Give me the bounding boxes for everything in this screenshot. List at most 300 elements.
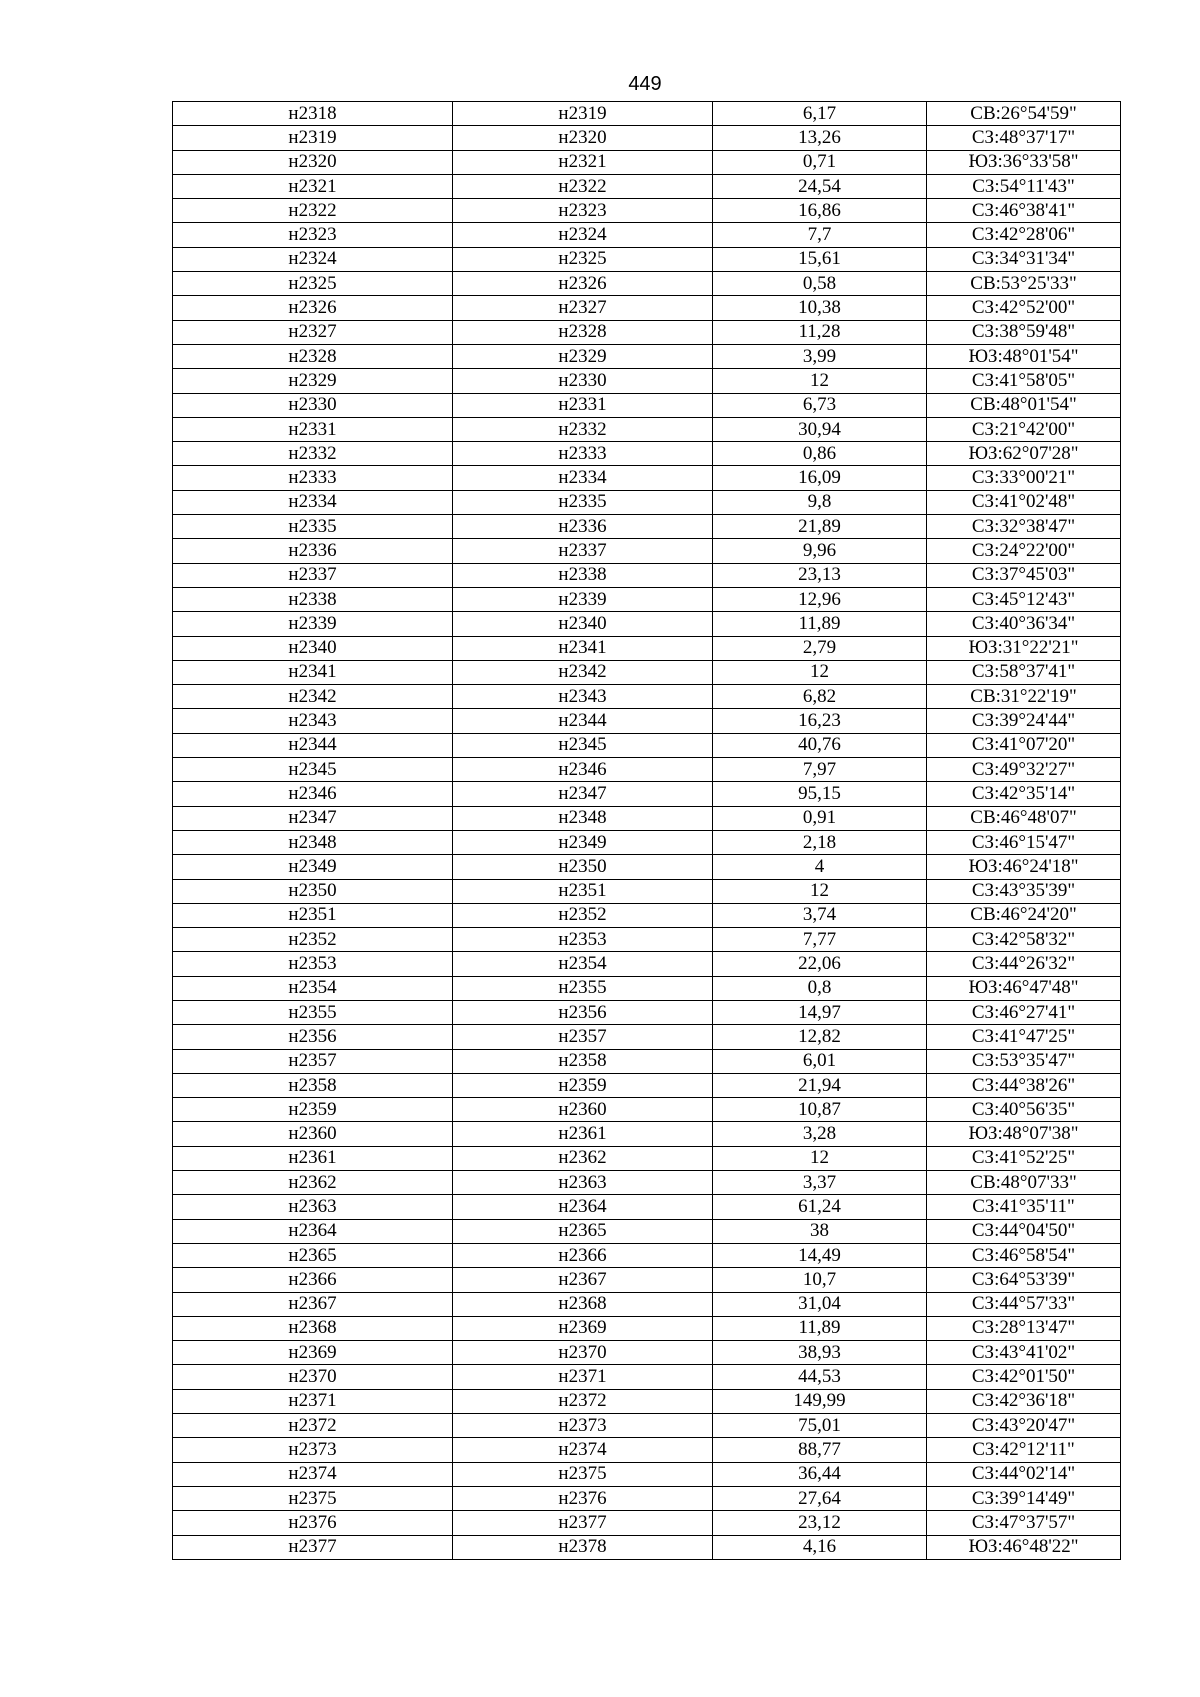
table-row (173, 830, 1121, 854)
table-row (173, 515, 1121, 539)
distance-cell: 0,91 (713, 806, 927, 830)
from-point-cell: н2361 (173, 1146, 453, 1170)
bearing-cell: СВ:26°54'59" (927, 102, 1121, 126)
from-point-cell: н2324 (173, 247, 453, 271)
from-point-cell: н2370 (173, 1365, 453, 1389)
to-point-cell: н2370 (453, 1341, 713, 1365)
from-point-cell: н2327 (173, 320, 453, 344)
table-row (173, 1414, 1121, 1438)
from-point-cell: н2328 (173, 344, 453, 368)
to-point-cell: н2368 (453, 1292, 713, 1316)
to-point-cell: н2325 (453, 247, 713, 271)
to-point-cell: н2329 (453, 344, 713, 368)
to-point-cell: н2361 (453, 1122, 713, 1146)
to-point-cell: н2362 (453, 1146, 713, 1170)
distance-cell: 16,09 (713, 466, 927, 490)
distance-cell: 24,54 (713, 174, 927, 198)
bearing-cell: СЗ:58°37'41" (927, 660, 1121, 684)
distance-cell: 14,49 (713, 1243, 927, 1267)
bearing-cell: СЗ:32°38'47" (927, 515, 1121, 539)
bearing-cell: СЗ:46°15'47" (927, 830, 1121, 854)
table-row (173, 102, 1121, 126)
distance-cell: 149,99 (713, 1389, 927, 1413)
from-point-cell: н2322 (173, 199, 453, 223)
from-point-cell: н2365 (173, 1243, 453, 1267)
from-point-cell: н2318 (173, 102, 453, 126)
bearing-cell: СЗ:64°53'39" (927, 1268, 1121, 1292)
table-row (173, 1219, 1121, 1243)
from-point-cell: н2359 (173, 1098, 453, 1122)
distance-cell: 3,74 (713, 903, 927, 927)
from-point-cell: н2342 (173, 685, 453, 709)
to-point-cell: н2364 (453, 1195, 713, 1219)
table-row (173, 879, 1121, 903)
to-point-cell: н2355 (453, 976, 713, 1000)
from-point-cell: н2325 (173, 272, 453, 296)
bearing-cell: СВ:53°25'33" (927, 272, 1121, 296)
table-row (173, 758, 1121, 782)
table-row (173, 442, 1121, 466)
bearing-cell: СЗ:44°38'26" (927, 1073, 1121, 1097)
to-point-cell: н2363 (453, 1171, 713, 1195)
table-row (173, 539, 1121, 563)
distance-cell: 21,94 (713, 1073, 927, 1097)
from-point-cell: н2335 (173, 515, 453, 539)
distance-cell: 23,13 (713, 563, 927, 587)
bearing-cell: ЮЗ:48°01'54" (927, 344, 1121, 368)
from-point-cell: н2367 (173, 1292, 453, 1316)
to-point-cell: н2344 (453, 709, 713, 733)
table-row (173, 1486, 1121, 1510)
bearing-cell: СЗ:40°36'34" (927, 612, 1121, 636)
table-row (173, 806, 1121, 830)
distance-cell: 7,97 (713, 758, 927, 782)
to-point-cell: н2332 (453, 417, 713, 441)
distance-cell: 31,04 (713, 1292, 927, 1316)
table-row (173, 272, 1121, 296)
bearing-cell: СЗ:43°20'47" (927, 1414, 1121, 1438)
to-point-cell: н2365 (453, 1219, 713, 1243)
from-point-cell: н2354 (173, 976, 453, 1000)
to-point-cell: н2346 (453, 758, 713, 782)
bearing-cell: СЗ:40°56'35" (927, 1098, 1121, 1122)
table-row (173, 855, 1121, 879)
to-point-cell: н2354 (453, 952, 713, 976)
to-point-cell: н2375 (453, 1462, 713, 1486)
distance-cell: 6,82 (713, 685, 927, 709)
distance-cell: 2,79 (713, 636, 927, 660)
to-point-cell: н2357 (453, 1025, 713, 1049)
from-point-cell: н2366 (173, 1268, 453, 1292)
distance-cell: 40,76 (713, 733, 927, 757)
from-point-cell: н2360 (173, 1122, 453, 1146)
distance-cell: 4,16 (713, 1535, 927, 1559)
to-point-cell: н2352 (453, 903, 713, 927)
table-row (173, 1049, 1121, 1073)
table-row (173, 976, 1121, 1000)
to-point-cell: н2343 (453, 685, 713, 709)
distance-cell: 7,77 (713, 928, 927, 952)
distance-cell: 12 (713, 1146, 927, 1170)
distance-cell: 23,12 (713, 1511, 927, 1535)
from-point-cell: н2352 (173, 928, 453, 952)
table-row (173, 563, 1121, 587)
to-point-cell: н2373 (453, 1414, 713, 1438)
distance-cell: 14,97 (713, 1000, 927, 1024)
from-point-cell: н2376 (173, 1511, 453, 1535)
to-point-cell: н2342 (453, 660, 713, 684)
distance-cell: 11,28 (713, 320, 927, 344)
distance-cell: 36,44 (713, 1462, 927, 1486)
bearing-cell: СЗ:39°24'44" (927, 709, 1121, 733)
to-point-cell: н2353 (453, 928, 713, 952)
table-row (173, 1195, 1121, 1219)
bearing-cell: СЗ:24°22'00" (927, 539, 1121, 563)
distance-cell: 75,01 (713, 1414, 927, 1438)
to-point-cell: н2350 (453, 855, 713, 879)
table-row (173, 1243, 1121, 1267)
distance-cell: 9,96 (713, 539, 927, 563)
to-point-cell: н2348 (453, 806, 713, 830)
from-point-cell: н2356 (173, 1025, 453, 1049)
from-point-cell: н2332 (173, 442, 453, 466)
from-point-cell: н2348 (173, 830, 453, 854)
bearing-cell: СЗ:21°42'00" (927, 417, 1121, 441)
table-row (173, 223, 1121, 247)
bearing-cell: СВ:46°24'20" (927, 903, 1121, 927)
table-row (173, 928, 1121, 952)
table-row (173, 1341, 1121, 1365)
distance-cell: 88,77 (713, 1438, 927, 1462)
to-point-cell: н2334 (453, 466, 713, 490)
bearing-cell: СЗ:42°35'14" (927, 782, 1121, 806)
distance-cell: 44,53 (713, 1365, 927, 1389)
table-row (173, 612, 1121, 636)
to-point-cell: н2333 (453, 442, 713, 466)
from-point-cell: н2355 (173, 1000, 453, 1024)
to-point-cell: н2369 (453, 1316, 713, 1340)
table-row (173, 1000, 1121, 1024)
bearing-cell: СЗ:53°35'47" (927, 1049, 1121, 1073)
distance-cell: 95,15 (713, 782, 927, 806)
table-row (173, 782, 1121, 806)
from-point-cell: н2369 (173, 1341, 453, 1365)
distance-cell: 16,23 (713, 709, 927, 733)
bearing-cell: СЗ:46°27'41" (927, 1000, 1121, 1024)
page-number: 449 (628, 73, 662, 95)
bearing-cell: СЗ:42°12'11" (927, 1438, 1121, 1462)
from-point-cell: н2362 (173, 1171, 453, 1195)
distance-cell: 21,89 (713, 515, 927, 539)
distance-cell: 12 (713, 369, 927, 393)
from-point-cell: н2326 (173, 296, 453, 320)
bearing-cell: СЗ:44°02'14" (927, 1462, 1121, 1486)
bearing-cell: СЗ:41°52'25" (927, 1146, 1121, 1170)
to-point-cell: н2335 (453, 490, 713, 514)
from-point-cell: н2353 (173, 952, 453, 976)
table-row (173, 587, 1121, 611)
bearing-cell: СЗ:46°38'41" (927, 199, 1121, 223)
to-point-cell: н2320 (453, 126, 713, 150)
to-point-cell: н2338 (453, 563, 713, 587)
distance-cell: 6,73 (713, 393, 927, 417)
distance-cell: 12,96 (713, 587, 927, 611)
from-point-cell: н2343 (173, 709, 453, 733)
table-row (173, 1511, 1121, 1535)
from-point-cell: н2347 (173, 806, 453, 830)
distance-cell: 4 (713, 855, 927, 879)
bearing-cell: СВ:46°48'07" (927, 806, 1121, 830)
from-point-cell: н2338 (173, 587, 453, 611)
to-point-cell: н2374 (453, 1438, 713, 1462)
distance-cell: 22,06 (713, 952, 927, 976)
bearing-cell: СЗ:42°52'00" (927, 296, 1121, 320)
to-point-cell: н2377 (453, 1511, 713, 1535)
table-row (173, 1268, 1121, 1292)
distance-cell: 38,93 (713, 1341, 927, 1365)
from-point-cell: н2373 (173, 1438, 453, 1462)
to-point-cell: н2366 (453, 1243, 713, 1267)
table-row (173, 1462, 1121, 1486)
from-point-cell: н2374 (173, 1462, 453, 1486)
bearing-cell: СЗ:46°58'54" (927, 1243, 1121, 1267)
table-row (173, 1122, 1121, 1146)
bearing-cell: ЮЗ:48°07'38" (927, 1122, 1121, 1146)
table-row (173, 393, 1121, 417)
bearing-cell: ЮЗ:31°22'21" (927, 636, 1121, 660)
distance-cell: 6,01 (713, 1049, 927, 1073)
distance-cell: 12,82 (713, 1025, 927, 1049)
from-point-cell: н2321 (173, 174, 453, 198)
bearing-cell: СЗ:54°11'43" (927, 174, 1121, 198)
table-row (173, 344, 1121, 368)
to-point-cell: н2345 (453, 733, 713, 757)
bearing-cell: СЗ:42°28'06" (927, 223, 1121, 247)
from-point-cell: н2329 (173, 369, 453, 393)
to-point-cell: н2336 (453, 515, 713, 539)
to-point-cell: н2376 (453, 1486, 713, 1510)
distance-cell: 15,61 (713, 247, 927, 271)
to-point-cell: н2356 (453, 1000, 713, 1024)
to-point-cell: н2323 (453, 199, 713, 223)
table-row (173, 1098, 1121, 1122)
distance-cell: 11,89 (713, 612, 927, 636)
to-point-cell: н2319 (453, 102, 713, 126)
from-point-cell: н2336 (173, 539, 453, 563)
to-point-cell: н2321 (453, 150, 713, 174)
bearing-cell: СВ:48°07'33" (927, 1171, 1121, 1195)
distance-cell: 3,28 (713, 1122, 927, 1146)
table-row (173, 1146, 1121, 1170)
table-row (173, 490, 1121, 514)
from-point-cell: н2320 (173, 150, 453, 174)
bearing-cell: СЗ:34°31'34" (927, 247, 1121, 271)
bearing-cell: СЗ:42°36'18" (927, 1389, 1121, 1413)
to-point-cell: н2367 (453, 1268, 713, 1292)
table-row (173, 199, 1121, 223)
bearing-cell: СЗ:42°01'50" (927, 1365, 1121, 1389)
bearing-cell: ЮЗ:46°48'22" (927, 1535, 1121, 1559)
to-point-cell: н2330 (453, 369, 713, 393)
from-point-cell: н2368 (173, 1316, 453, 1340)
to-point-cell: н2360 (453, 1098, 713, 1122)
distance-cell: 38 (713, 1219, 927, 1243)
distance-cell: 3,37 (713, 1171, 927, 1195)
distance-cell: 30,94 (713, 417, 927, 441)
from-point-cell: н2330 (173, 393, 453, 417)
from-point-cell: н2337 (173, 563, 453, 587)
bearing-cell: СЗ:38°59'48" (927, 320, 1121, 344)
from-point-cell: н2375 (173, 1486, 453, 1510)
to-point-cell: н2349 (453, 830, 713, 854)
survey-table-body (173, 102, 1121, 1560)
from-point-cell: н2341 (173, 660, 453, 684)
from-point-cell: н2372 (173, 1414, 453, 1438)
table-row (173, 1438, 1121, 1462)
to-point-cell: н2347 (453, 782, 713, 806)
table-row (173, 247, 1121, 271)
bearing-cell: СЗ:43°41'02" (927, 1341, 1121, 1365)
from-point-cell: н2334 (173, 490, 453, 514)
from-point-cell: н2364 (173, 1219, 453, 1243)
bearing-cell: ЮЗ:46°24'18" (927, 855, 1121, 879)
table-row (173, 1073, 1121, 1097)
bearing-cell: СЗ:43°35'39" (927, 879, 1121, 903)
table-row (173, 1316, 1121, 1340)
table-row (173, 952, 1121, 976)
from-point-cell: н2351 (173, 903, 453, 927)
from-point-cell: н2339 (173, 612, 453, 636)
to-point-cell: н2371 (453, 1365, 713, 1389)
to-point-cell: н2358 (453, 1049, 713, 1073)
bearing-cell: СЗ:41°58'05" (927, 369, 1121, 393)
to-point-cell: н2322 (453, 174, 713, 198)
bearing-cell: ЮЗ:62°07'28" (927, 442, 1121, 466)
distance-cell: 10,7 (713, 1268, 927, 1292)
bearing-cell: СЗ:33°00'21" (927, 466, 1121, 490)
distance-cell: 12 (713, 879, 927, 903)
from-point-cell: н2349 (173, 855, 453, 879)
from-point-cell: н2371 (173, 1389, 453, 1413)
table-row (173, 1389, 1121, 1413)
table-row (173, 685, 1121, 709)
from-point-cell: н2340 (173, 636, 453, 660)
bearing-cell: СЗ:41°02'48" (927, 490, 1121, 514)
bearing-cell: СЗ:28°13'47" (927, 1316, 1121, 1340)
distance-cell: 27,64 (713, 1486, 927, 1510)
bearing-cell: СЗ:41°47'25" (927, 1025, 1121, 1049)
distance-cell: 10,38 (713, 296, 927, 320)
bearing-cell: СВ:48°01'54" (927, 393, 1121, 417)
from-point-cell: н2323 (173, 223, 453, 247)
to-point-cell: н2359 (453, 1073, 713, 1097)
from-point-cell: н2358 (173, 1073, 453, 1097)
table-row (173, 296, 1121, 320)
table-row (173, 1171, 1121, 1195)
distance-cell: 11,89 (713, 1316, 927, 1340)
bearing-cell: СЗ:49°32'27" (927, 758, 1121, 782)
table-row (173, 150, 1121, 174)
from-point-cell: н2345 (173, 758, 453, 782)
to-point-cell: н2337 (453, 539, 713, 563)
table-row (173, 733, 1121, 757)
table-row (173, 1535, 1121, 1559)
table-row (173, 709, 1121, 733)
distance-cell: 0,71 (713, 150, 927, 174)
distance-cell: 7,7 (713, 223, 927, 247)
from-point-cell: н2377 (173, 1535, 453, 1559)
table-row (173, 1365, 1121, 1389)
distance-cell: 13,26 (713, 126, 927, 150)
to-point-cell: н2351 (453, 879, 713, 903)
table-row (173, 903, 1121, 927)
to-point-cell: н2328 (453, 320, 713, 344)
bearing-cell: СЗ:41°07'20" (927, 733, 1121, 757)
to-point-cell: н2339 (453, 587, 713, 611)
table-row (173, 126, 1121, 150)
table-row (173, 174, 1121, 198)
distance-cell: 3,99 (713, 344, 927, 368)
distance-cell: 6,17 (713, 102, 927, 126)
from-point-cell: н2344 (173, 733, 453, 757)
from-point-cell: н2331 (173, 417, 453, 441)
to-point-cell: н2372 (453, 1389, 713, 1413)
table-row (173, 417, 1121, 441)
to-point-cell: н2324 (453, 223, 713, 247)
to-point-cell: н2327 (453, 296, 713, 320)
to-point-cell: н2341 (453, 636, 713, 660)
from-point-cell: н2319 (173, 126, 453, 150)
from-point-cell: н2357 (173, 1049, 453, 1073)
table-row (173, 1292, 1121, 1316)
bearing-cell: СЗ:48°37'17" (927, 126, 1121, 150)
from-point-cell: н2346 (173, 782, 453, 806)
bearing-cell: СЗ:44°04'50" (927, 1219, 1121, 1243)
distance-cell: 12 (713, 660, 927, 684)
distance-cell: 9,8 (713, 490, 927, 514)
bearing-cell: ЮЗ:46°47'48" (927, 976, 1121, 1000)
bearing-cell: СЗ:42°58'32" (927, 928, 1121, 952)
to-point-cell: н2378 (453, 1535, 713, 1559)
bearing-cell: СЗ:39°14'49" (927, 1486, 1121, 1510)
bearing-cell: СЗ:37°45'03" (927, 563, 1121, 587)
from-point-cell: н2363 (173, 1195, 453, 1219)
from-point-cell: н2333 (173, 466, 453, 490)
bearing-cell: СЗ:44°57'33" (927, 1292, 1121, 1316)
table-row (173, 369, 1121, 393)
distance-cell: 2,18 (713, 830, 927, 854)
distance-cell: 16,86 (713, 199, 927, 223)
distance-cell: 0,58 (713, 272, 927, 296)
table-row (173, 636, 1121, 660)
to-point-cell: н2331 (453, 393, 713, 417)
to-point-cell: н2326 (453, 272, 713, 296)
to-point-cell: н2340 (453, 612, 713, 636)
bearing-cell: СВ:31°22'19" (927, 685, 1121, 709)
table-row (173, 320, 1121, 344)
bearing-cell: СЗ:45°12'43" (927, 587, 1121, 611)
distance-cell: 10,87 (713, 1098, 927, 1122)
table-row (173, 466, 1121, 490)
distance-cell: 0,86 (713, 442, 927, 466)
bearing-cell: ЮЗ:36°33'58" (927, 150, 1121, 174)
distance-cell: 61,24 (713, 1195, 927, 1219)
bearing-cell: СЗ:44°26'32" (927, 952, 1121, 976)
table-row (173, 660, 1121, 684)
distance-cell: 0,8 (713, 976, 927, 1000)
from-point-cell: н2350 (173, 879, 453, 903)
bearing-cell: СЗ:47°37'57" (927, 1511, 1121, 1535)
